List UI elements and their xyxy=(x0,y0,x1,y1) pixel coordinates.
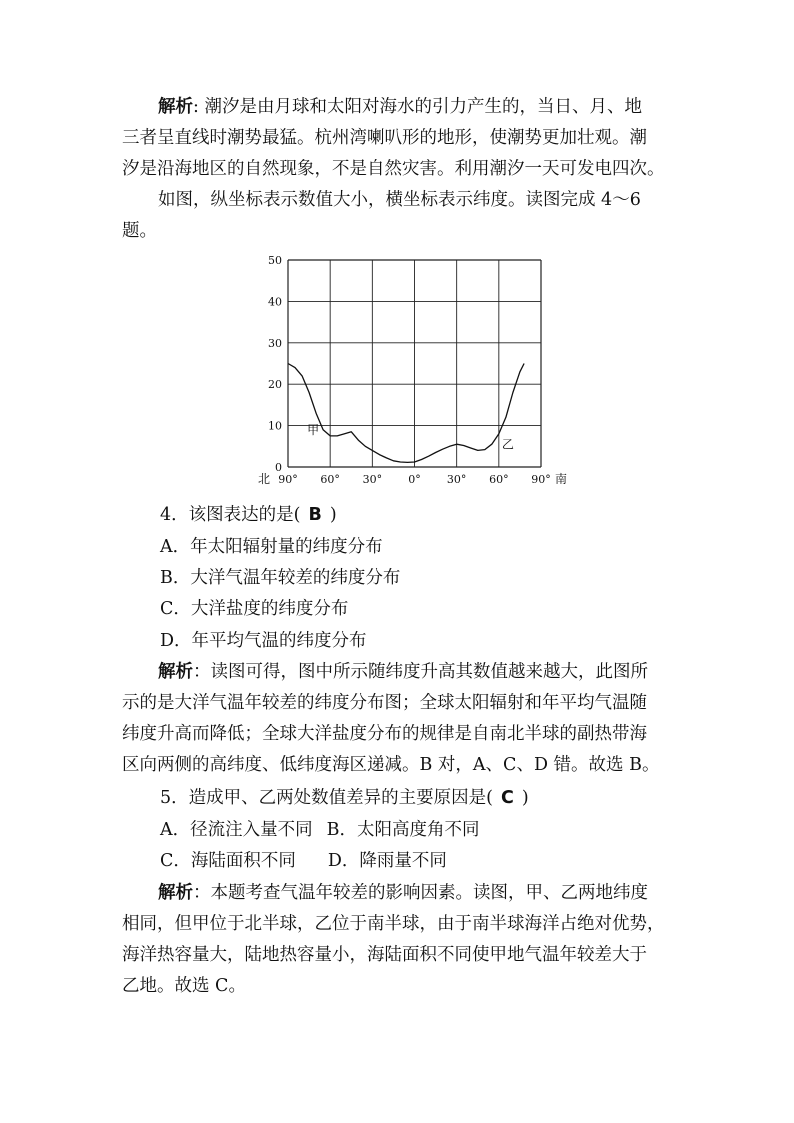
y-tick-label: 0 xyxy=(275,461,282,474)
x-axis-north-label: 北 xyxy=(258,472,271,486)
y-tick-label: 40 xyxy=(268,295,282,309)
x-tick-label: 60° xyxy=(320,473,340,486)
analysis-paragraph-1: 解析: 潮汐是由月球和太阳对海水的引力产生的，当日、月、地 三者呈直线时潮势最猛。杭州湾喇叭形的地形，使潮势更加壮观。潮 汐是沿海地区的自然现象，不是自然灾害。利用潮汐一天可发电四次。 xyxy=(122,97,665,179)
answer-5: C xyxy=(500,788,514,808)
question-4: 4．该图表达的是( B ) xyxy=(160,505,337,525)
q5-option-b: B．太阳高度角不同 xyxy=(326,820,480,840)
y-tick-label: 20 xyxy=(268,378,282,392)
latitude-chart xyxy=(248,250,578,490)
q5-option-c: C．海陆面积不同 xyxy=(160,851,296,871)
intro-paragraph: 如图，纵坐标表示数值大小，横坐标表示纬度。读图完成 4～6 题。 xyxy=(122,190,641,241)
answer-4: B xyxy=(308,505,322,525)
analysis-paragraph-3: 解析：本题考查气温年较差的影响因素。读图，甲、乙两地纬度 相同，但甲位于北半球，乙位于南半球，由于南半球海洋占绝对优势， 海洋热容量大，陆地热容量小，海陆面积不同使甲地气温年较差大于 乙地。故选 C。 xyxy=(122,883,665,996)
y-tick-label: 30 xyxy=(268,336,282,350)
x-tick-label: 0° xyxy=(408,473,421,486)
question-5: 5．造成甲、乙两处数值差异的主要原因是( C ) xyxy=(160,788,529,808)
q5-option-d: D．降雨量不同 xyxy=(327,851,447,871)
q4-option-b: B．大洋气温年较差的纬度分布 xyxy=(160,568,401,588)
x-tick-label: 90° xyxy=(531,473,551,486)
q5-option-a: A．径流注入量不同 xyxy=(160,820,313,840)
analysis-paragraph-2: 解析：读图可得，图中所示随纬度升高其数值越来越大，此图所 示的是大洋气温年较差的纬度分布图；全球太阳辐射和年平均气温随 纬度升高而降低；全球大洋盐度分布的规律是自南北半球的副热带海 区向两侧的高纬度、低纬度海区递减。B 对，A、C、D 错。故选 B。 xyxy=(122,662,660,775)
annotation-yi: 乙 xyxy=(501,437,514,452)
x-tick-label: 30° xyxy=(446,473,467,486)
analysis-label: 解析 xyxy=(158,662,193,682)
x-tick-label: 60° xyxy=(489,473,509,486)
chart-svg xyxy=(248,250,578,490)
y-tick-label: 50 xyxy=(268,254,282,267)
analysis-label: 解析 xyxy=(158,883,193,903)
annotation-jia: 甲 xyxy=(307,422,320,437)
q4-option-c: C．大洋盐度的纬度分布 xyxy=(160,599,349,619)
x-axis-south-label: 南 xyxy=(555,472,568,486)
analysis-label: 解析 xyxy=(158,97,193,117)
x-tick-label: 30° xyxy=(362,473,383,486)
q5-options-row-1 xyxy=(160,815,480,846)
x-tick-label: 90° xyxy=(278,473,298,486)
q4-option-a: A．年太阳辐射量的纬度分布 xyxy=(160,537,383,557)
series-line xyxy=(288,364,524,463)
q5-options-row-2 xyxy=(160,846,447,877)
q4-option-d: D．年平均气温的纬度分布 xyxy=(160,631,367,651)
y-tick-label: 10 xyxy=(268,419,282,433)
